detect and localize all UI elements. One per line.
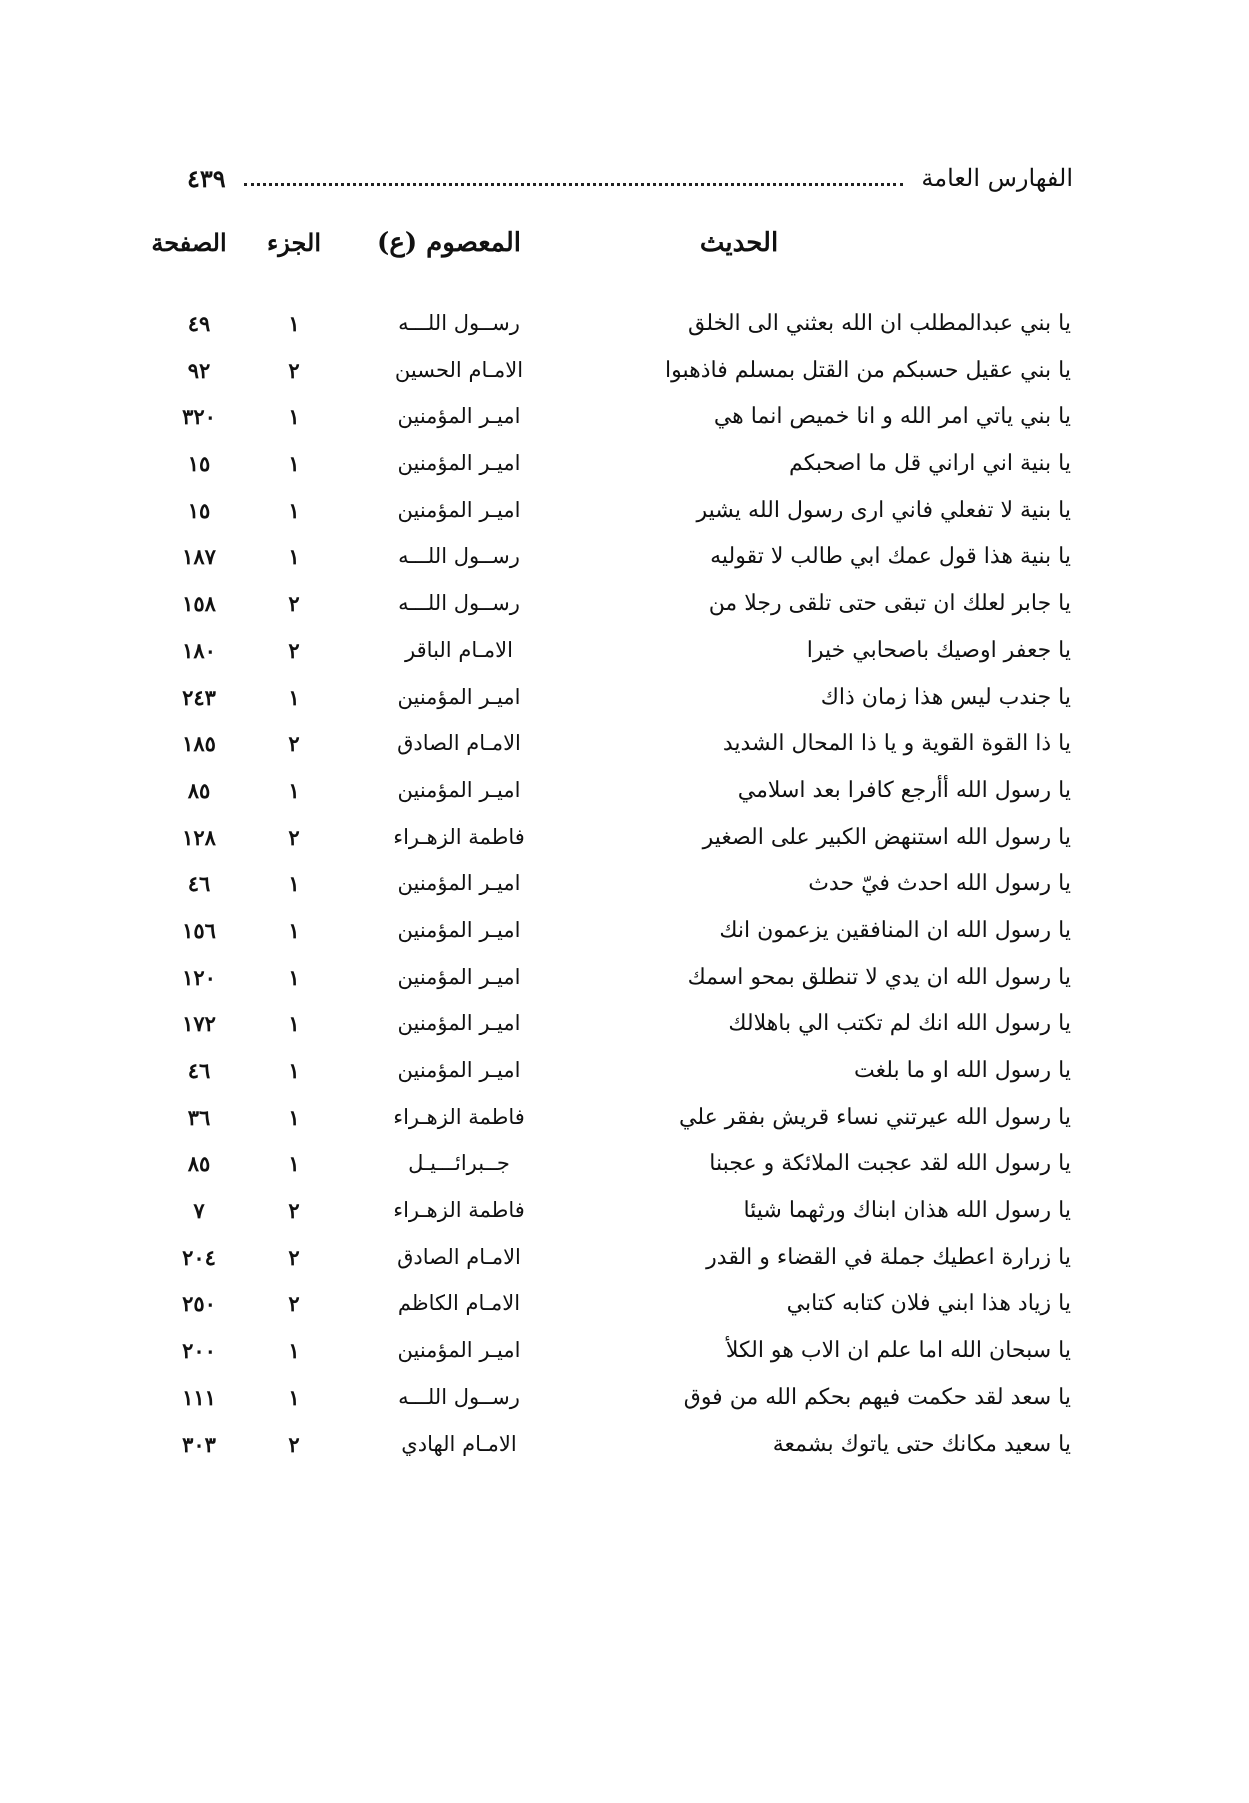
masum-name: الامـام الصادق <box>397 731 521 756</box>
table-row <box>0 1285 1249 1332</box>
volume-number: ٢ <box>288 357 300 383</box>
volume-number: ١ <box>288 777 300 803</box>
table-row <box>0 865 1249 912</box>
page-ref: ١٨٧ <box>182 544 216 570</box>
masum-name: اميـر المؤمنين <box>397 497 521 522</box>
masum-name: اميـر المؤمنين <box>397 1058 521 1082</box>
volume-number: ١ <box>288 404 300 430</box>
masum-name: اميـر المؤمنين <box>397 1338 521 1363</box>
volume-number: ١ <box>288 684 300 710</box>
page-ref: ١٨٥ <box>182 731 216 757</box>
hadith-text: يا رسول الله استنهض الكبير على الصغير <box>702 824 1071 850</box>
hadith-text: يا رسول الله لقد عجبت الملائكة و عجبنا <box>709 1151 1071 1177</box>
table-row <box>0 912 1249 959</box>
page-ref: ١٧٢ <box>182 1011 216 1037</box>
page-ref: ١٥٦ <box>182 917 216 943</box>
page-ref: ١٥ <box>187 497 211 523</box>
masum-name: اميـر المؤمنين <box>397 964 521 989</box>
volume-number: ١ <box>288 917 300 943</box>
hadith-text: يا رسول الله انك لم تكتب الي باهلالك <box>728 1011 1071 1037</box>
volume-number: ٢ <box>288 591 300 617</box>
masum-name: الامـام الحسين <box>394 357 524 382</box>
page-ref: ٤٦ <box>187 1058 211 1083</box>
page-ref: ٢٤٣ <box>182 684 216 710</box>
page-ref: ٤٩ <box>187 311 211 336</box>
volume-number: ٢ <box>288 1291 300 1317</box>
volume-number: ١ <box>288 964 300 990</box>
volume-number: ١ <box>288 871 300 897</box>
running-header-title: الفهارس العامة <box>921 164 1073 192</box>
table-row <box>0 1052 1249 1099</box>
volume-number: ٢ <box>288 1198 300 1224</box>
masum-name: الامـام الباقر <box>405 637 513 662</box>
page-ref: ٩٢ <box>187 357 211 383</box>
hadith-text: يا رسول الله عيرتني نساء قريش بفقر علي <box>679 1104 1071 1130</box>
column-header-page: الصفحة <box>151 228 227 257</box>
table-row <box>0 445 1249 492</box>
column-header-masum: المعصوم (ع) <box>377 228 521 258</box>
masum-name: الامـام الكاظم <box>397 1291 521 1316</box>
volume-number: ٢ <box>288 1244 300 1270</box>
volume-number: ١ <box>288 1058 300 1083</box>
page-ref: ٣٢٠ <box>182 404 216 430</box>
hadith-text: يا رسول الله احدث فيّ حدث <box>808 871 1071 897</box>
volume-number: ١ <box>288 1151 300 1177</box>
page-ref: ١٥٨ <box>182 591 216 617</box>
hadith-text: يا بنية اني اراني قل ما اصحبكم <box>789 451 1071 477</box>
masum-name: اميـر المؤمنين <box>397 404 521 429</box>
page-ref: ١٥ <box>187 451 211 477</box>
masum-name: اميـر المؤمنين <box>397 777 521 802</box>
table-row <box>0 1192 1249 1239</box>
table-row <box>0 352 1249 399</box>
volume-number: ١ <box>288 311 300 336</box>
masum-name: اميـر المؤمنين <box>397 684 521 709</box>
table-row <box>0 1145 1249 1192</box>
page-ref: ٣٠٣ <box>182 1431 216 1457</box>
table-header <box>0 228 1249 274</box>
page-ref: ١٢٨ <box>182 824 216 850</box>
table-row <box>0 959 1249 1006</box>
hadith-text: يا سعيد مكانك حتى ياتوك بشمعة <box>772 1431 1071 1457</box>
table-row <box>0 679 1249 726</box>
page-ref: ١٢٠ <box>182 964 216 990</box>
masum-name: اميـر المؤمنين <box>397 871 521 896</box>
page-ref: ١٨٠ <box>182 637 216 663</box>
volume-number: ١ <box>288 1104 300 1130</box>
hadith-text: يا رسول الله هذان ابناك ورثهما شيئا <box>743 1198 1071 1224</box>
volume-number: ٢ <box>288 824 300 850</box>
table-row <box>0 305 1249 352</box>
hadith-text: يا سبحان الله اما علم ان الاب هو الكلأ <box>725 1338 1071 1364</box>
masum-name: رســول اللـــه <box>398 591 520 616</box>
page-ref: ٧ <box>193 1198 205 1224</box>
page-ref: ٢٠٤ <box>182 1244 216 1270</box>
masum-name: رســول اللـــه <box>398 1384 520 1409</box>
hadith-text: يا رسول الله او ما بلغت <box>854 1058 1071 1083</box>
table-row <box>0 538 1249 585</box>
volume-number: ١ <box>288 1338 300 1364</box>
masum-name: اميـر المؤمنين <box>397 917 521 942</box>
volume-number: ١ <box>288 1011 300 1037</box>
volume-number: ٢ <box>288 731 300 757</box>
hadith-text: يا رسول الله ان يدي لا تنطلق بمحو اسمك <box>687 964 1071 990</box>
page-ref: ٤٦ <box>187 871 211 897</box>
hadith-text: يا جابر لعلك ان تبقى حتى تلقى رجلا من <box>708 591 1071 617</box>
hadith-text: يا بنية هذا قول عمك ابي طالب لا تقوليه <box>710 544 1071 570</box>
masum-name: اميـر المؤمنين <box>397 451 521 476</box>
hadith-text: يا جعفر اوصيك باصحابي خيرا <box>806 637 1071 663</box>
volume-number: ١ <box>288 451 300 477</box>
table-row <box>0 725 1249 772</box>
hadith-text: يا بني عقيل حسبكم من القتل بمسلم فاذهبوا <box>665 357 1071 383</box>
hadith-text: يا جندب ليس هذا زمان ذاك <box>820 684 1071 710</box>
volume-number: ١ <box>288 497 300 523</box>
table-row <box>0 585 1249 632</box>
volume-number: ١ <box>288 544 300 570</box>
masum-name: اميـر المؤمنين <box>397 1011 521 1036</box>
table-row <box>0 1005 1249 1052</box>
table-row <box>0 492 1249 539</box>
hadith-text: يا ذا القوة القوية و يا ذا المحال الشديد <box>722 731 1071 757</box>
table-row <box>0 1426 1249 1473</box>
page-ref: ٢٥٠ <box>182 1291 216 1317</box>
table-row <box>0 819 1249 866</box>
hadith-text: يا رسول الله ان المنافقين يزعمون انك <box>719 917 1071 943</box>
masum-name: الامـام الهادي <box>401 1431 517 1456</box>
masum-name: فاطمة الزهـراء <box>393 1198 525 1223</box>
table-row <box>0 772 1249 819</box>
table-row <box>0 1239 1249 1286</box>
page-ref: ١١١ <box>182 1384 216 1410</box>
masum-name: الامـام الصادق <box>397 1244 521 1269</box>
volume-number: ١ <box>288 1384 300 1410</box>
hadith-text: يا زياد هذا ابني فلان كتابه كتابي <box>786 1291 1071 1317</box>
page-ref: ٨٥ <box>187 777 211 803</box>
hadith-text: يا زرارة اعطيك جملة في القضاء و القدر <box>706 1244 1071 1270</box>
masum-name: رســول اللـــه <box>398 544 520 569</box>
running-header <box>187 158 1073 198</box>
hadith-text: يا بني ياتي امر الله و انا خميص انما هي <box>713 404 1071 430</box>
hadith-text: يا رسول الله أأرجع كافرا بعد اسلامي <box>737 777 1071 803</box>
hadith-text: يا بني عبدالمطلب ان الله بعثني الى الخلق <box>688 311 1071 336</box>
hadith-text: يا سعد لقد حكمت فيهم بحكم الله من فوق <box>683 1384 1071 1410</box>
page-ref: ٢٠٠ <box>182 1338 216 1364</box>
page-ref: ٨٥ <box>187 1151 211 1177</box>
page-ref: ٣٦ <box>187 1104 211 1130</box>
index-table-body <box>0 305 1249 1472</box>
table-row <box>0 632 1249 679</box>
page-number: ٤٣٩ <box>187 163 226 193</box>
masum-name: فاطمة الزهـراء <box>393 824 525 849</box>
masum-name: جــبرائـــيـل <box>408 1151 510 1176</box>
volume-number: ٢ <box>288 1431 300 1457</box>
table-row <box>0 1099 1249 1146</box>
table-row <box>0 1379 1249 1426</box>
dotted-leader <box>244 183 904 186</box>
hadith-text: يا بنية لا تفعلي فاني ارى رسول الله يشير <box>696 497 1071 523</box>
masum-name: رســول اللـــه <box>398 311 520 335</box>
volume-number: ٢ <box>288 637 300 663</box>
column-header-hadith: الحديث <box>699 228 779 258</box>
table-row <box>0 398 1249 445</box>
masum-name: فاطمة الزهـراء <box>393 1104 525 1129</box>
column-header-juz: الجزء <box>267 228 321 257</box>
table-row <box>0 1332 1249 1379</box>
